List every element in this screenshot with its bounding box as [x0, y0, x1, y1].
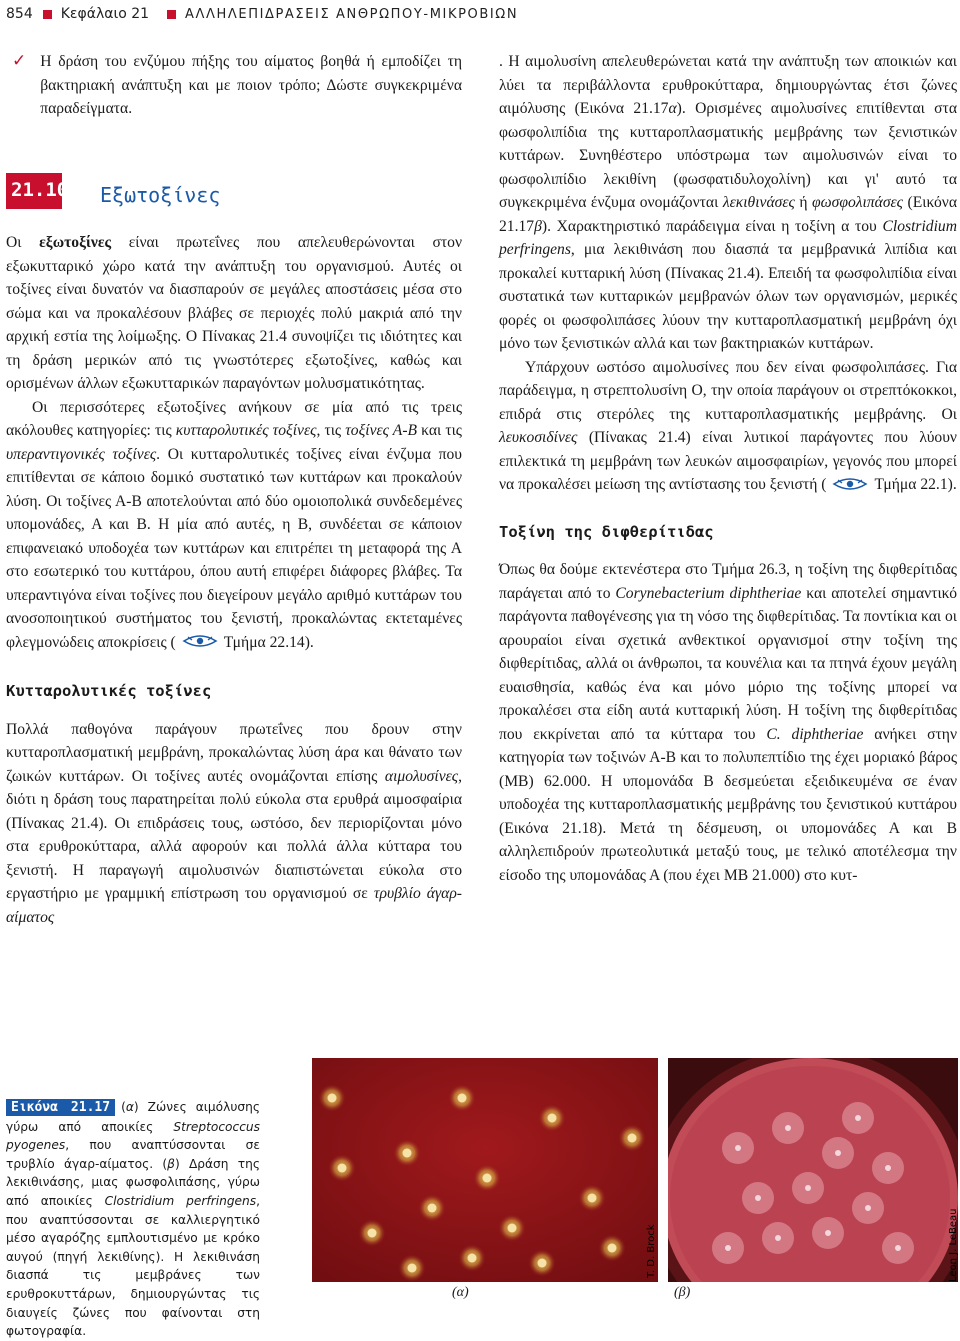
term-superantigen-toxins: υπεραντιγονικές τοξίνες [6, 445, 157, 463]
chapter-label: Κεφάλαιο 21 [60, 6, 150, 22]
colony [835, 1150, 841, 1156]
cytolytic-paragraph: Πολλά παθογόνα παράγουν πρωτεΐνες που δρουν στην κυτταροπλασματική μεμβράνη, προκαλώντας λύση άρα και θάνατο των ζωικών κυττάρων. Οι τοξίνες αυτές ονομάζονται επίσης αιμολυσίνες, διότι η δράση τους παρατηρείται πολύ εύκολα στα ερυθρά αιμοσφαίρια (Πίνακας 21.4). Οι επιδράσεις τους, ωστόσο, δεν περιορίζονται μόνο στα ερυθροκύτταρα, αλλά αφορούν και πολλά άλλα κύτταρα του ξενιστή. Η παραγωγή αιμολυσινών διαπιστώνεται εύκολα στο εργαστήριο με γραμμική επίστρωση του οργανισμού σε τρυβλίο άγαρ-αίματος [6, 720, 462, 926]
colony [408, 1264, 417, 1273]
running-header [6, 2, 518, 26]
photo-credit-a: T. D. Brock [646, 1224, 657, 1278]
colony [508, 1224, 517, 1233]
colony [403, 1149, 412, 1158]
colony [895, 1245, 901, 1251]
colony [588, 1194, 597, 1203]
checkpoint-text: Η δράση του ενζύμου πήξης του αίματος βοηθά ή εμποδίζει τη βακτηριακή ανάπτυξη και με ποιον τρόπο; Δώστε συγκεκριμένα παραδείγματα. [40, 53, 462, 117]
colony [885, 1165, 891, 1171]
colony [368, 1229, 377, 1238]
section-title: Εξωτοξίνες [100, 182, 221, 207]
colony [458, 1094, 467, 1103]
colony [865, 1205, 871, 1211]
colony [785, 1125, 791, 1131]
section-ref-22-1[interactable]: Τμήμα 22.1). [874, 476, 957, 493]
figure-label: Εικόνα 21.17 [6, 1099, 115, 1116]
diphtheria-heading: Τοξίνη της διφθερίτιδας [499, 522, 714, 541]
exotoxins-intro-paragraph: Οι εξωτοξίνες είναι πρωτεΐνες που απελευθερώνονται στον εξωκυτταρικό χώρο κατά την ανάπτυξη του οργανισμού. Αυτές οι τοξίνες είναι δυνατόν να διασπαρούν σε μεγάλες αποστάσεις μέσα στο σώμα και να προκαλέσουν βλάβες σε περιοχές πολύ μακριά από την αρχική εστία της λοίμωξης. Ο Πίνακας 21.4 συνοψίζει τις ιδιότητες και τη δράση μερικών από τις γνωστότερες εξωτοξίνες, καθώς και ορισμένων άλλων εξωκυτταρικών παραγόντων μολυσματικότητας. [6, 234, 463, 392]
colony [755, 1195, 761, 1201]
colony [628, 1134, 637, 1143]
term-cytolytic-toxins: κυτταρολυτικές τοξίνες [175, 422, 317, 439]
exotoxin-categories-paragraph: Οι περισσότερες εξωτοξίνες ανήκουν σε μία από τις τρεις ακόλουθες κατηγορίες: τις κυτταρολυτικές τοξίνες, τις τοξίνες Α-Β και τις υπεραντιγονικές τοξίνες. Οι κυτταρολυτικές τοξίνες είναι ένζυμα που επιτίθενται σε κάποιο δομικό συστατικό των κυττάρων και προκαλούν λύση. Οι τοξίνες Α-Β αποτελούνται από δύο ομοιοπολικά συνδεδεμένες υπομονάδες, Α και Β. Η μία από αυτές, η Β, συνδέεται σε κάποιον επιφανειακό υποδοχέα των κυττάρων και επιτρέπει τη μεταφορά της Α στο εσωτερικό του κυττάρου, όπου αυτή επιφέρει διάφορες βλάβες. Τα υπεραντιγόνα είναι τοξίνες που διεγείρουν μεγάλο αριθμό κυττάρων του ανοσοποιητικού συστήματος του ξενιστή, προκαλώντας εκτεταμένες φλεγμονώδεις αποκρίσεις ( Τμήμα 22.14). [6, 398, 462, 651]
figure-caption: Εικόνα 21.17 (α) Ζώνες αιμόλυσης γύρω από αποικίες Streptococcus pyogenes, που αναπτύσσονται σε τρυβλίο άγαρ-αίματος. (β) Δράση της λεκιθινάσης, μιας φωσφολιπάσης, γύρω από αποικίες Clostridium perfringens, που αναπτύσσονται σε καλλιεργητικό μέσο αγαρόζης εμπλουτισμένο με κρόκο αυγού (πηγή λεκιθίνης). Η λεκιθινάση διασπά τις μεμβράνες των ερυθροκυττάρων, δημιουργώντας τις διαυγείς ζώνες που φαίνονται στη φωτογραφία. [6, 1100, 261, 1339]
checkmark-icon: ✓ [12, 51, 27, 71]
header-square-icon [167, 10, 176, 19]
eye-reference-icon [832, 477, 868, 491]
colony [805, 1185, 811, 1191]
term-ab-toxins: τοξίνες Α-Β [345, 422, 418, 439]
colony [725, 1245, 731, 1251]
section-number: 21.10 [6, 173, 62, 210]
colony [608, 1244, 617, 1253]
colony [338, 1164, 347, 1173]
left-column [6, 50, 462, 929]
eye-reference-icon [182, 634, 218, 648]
checkpoint-question [6, 50, 462, 121]
colony [468, 1254, 477, 1263]
panel-a-label: (α) [452, 1285, 469, 1300]
diphtheria-paragraph: Όπως θα δούμε εκτενέστερα στο Τμήμα 26.3, η τοξίνη της διφθερίτιδας παράγεται από το Corynebacterium diphtheriae και αποτελεί σημαντικό παράγοντα παθογένεσης για τη νόσο της διφθερίτιδας. Τα ποντίκια και οι αρουραίοι είναι σχετικά ανθεκτικοί οργανισμοί στην τοξίνη της διφθερίτιδας, αλλά οι άνθρωποι, τα κουνέλια και τα πτηνά έχουν μεγάλη ευαισθησία, καθώς ένα και μόνο μόριο της τοξίνης μπορεί να προκαλέσει στα είδη αυτά κυτταρική λύση. Η τοξίνη της διφθερίτιδας που εκκρίνεται από τα κύτταρα του C. diphtheriae ανήκει στην κατηγορία των τοξινών Α-Β και το πολυπεπτίδιο της έχει μοριακό βάρος (MB) 62.000. Η υπομονάδα Β δεσμεύεται εξειδικευμένα σε έναν υποδοχέα της κυτταροπλασματικής μεμβράνης του ξενιστικού κυττάρου (Εικόνα 21.18). Μετά τη δέσμευση, οι υπομονάδες Α και Β αλληλεπιδρούν πρωτεολυτικά μεταξύ τους, με τελικό αποτέλεσμα την είσοδο της υπομονάδας Α (που έχει ΜΒ 21.000) στο κυτ- [499, 561, 958, 884]
cytolytic-paragraph-continued: . Η αιμολυσίνη απελευθερώνεται κατά την ανάπτυξη των αποικιών και λύει τα περιβάλλοντα ερυθροκύτταρα, δημιουργώντας έτσι ζώνες αιμόλυσης (Εικόνα 21.17α). Ορισμένες αιμολυσίνες επιτίθενται στα φωσφολιπίδια της κυτταροπλασματικής μεμβράνης των ξενιστικών κυττάρων. Συνηθέστερο υπόστρωμα των αιμολυσινών είναι το φωσφολιπίδιο λεκιθίνη (φωσφατιδυλοχολίνη) και γι' αυτό τα συγκεκριμένα ένζυμα ονομάζονται λεκιθινάσες ή φωσφολιπάσες (Εικόνα 21.17β). Χαρακτηριστικό παράδειγμα είναι η τοξίνη α του Clostridium perfringens, μια λεκιθινάση που διασπά τα μεμβρανικά λιπίδια και προκαλεί κυτταρική λύση (Πίνακας 21.4). Επειδή τα φωσφολιπίδια είναι συστατικά των κυτταρικών μεμβρανών όλων των οργανισμών, μερικές φορές οι φωσφολιπάσες λύουν την κυτταροπλασματική μεμβράνη όχι μόνο των ξενιστικών αλλά και των βακτηριακών κυττάρων. [499, 53, 957, 352]
photo-egg-yolk-plate [668, 1058, 958, 1282]
right-column [499, 50, 957, 887]
page-number: 854 [6, 6, 33, 22]
colony [855, 1115, 861, 1121]
chapter-title: ΑΛΛΗΛΕΠΙΔΡΑΣΕΙΣ ΑΝΘΡΩΠΟΥ-ΜΙΚΡΟΒΙΩΝ [185, 6, 519, 22]
colony [538, 1259, 547, 1268]
photo-blood-agar-hemolysis [312, 1058, 658, 1282]
colony [483, 1174, 492, 1183]
colony [825, 1230, 831, 1236]
cytolytic-heading: Κυτταρολυτικές τοξίνες [6, 682, 212, 700]
panel-b-label: (β) [674, 1285, 691, 1300]
colony [548, 1114, 557, 1123]
section-ref-22-14[interactable]: Τμήμα 22.14). [223, 633, 314, 651]
photo-credit-b: Leon J. LeBeau [948, 1208, 959, 1282]
colony [775, 1235, 781, 1241]
term-exotoxins: εξωτοξίνες [39, 234, 112, 251]
colony [428, 1204, 437, 1213]
header-square-icon [43, 10, 52, 19]
section-heading [6, 173, 462, 210]
colony [735, 1145, 741, 1151]
colony [328, 1094, 337, 1103]
non-phospholipase-paragraph: Υπάρχουν ωστόσο αιμολυσίνες που δεν είναι φωσφολιπάσες. Για παράδειγμα, η στρεπτολυσίνη O, την οποία παράγουν οι στρεπτόκοκκοι, επιδρά στις στερόλες της κυτταροπλασματικής μεμβράνης. Οι λευκοσιδίνες (Πίνακας 21.4) είναι λυτικοί παράγοντες που λύουν επιλεκτικά τη μεμβράνη των λευκών αιμοσφαιρίων, γεγονός που μπορεί να προκαλέσει μείωση της αντίστασης του ξενιστή ( Τμήμα 22.1). [499, 358, 957, 493]
